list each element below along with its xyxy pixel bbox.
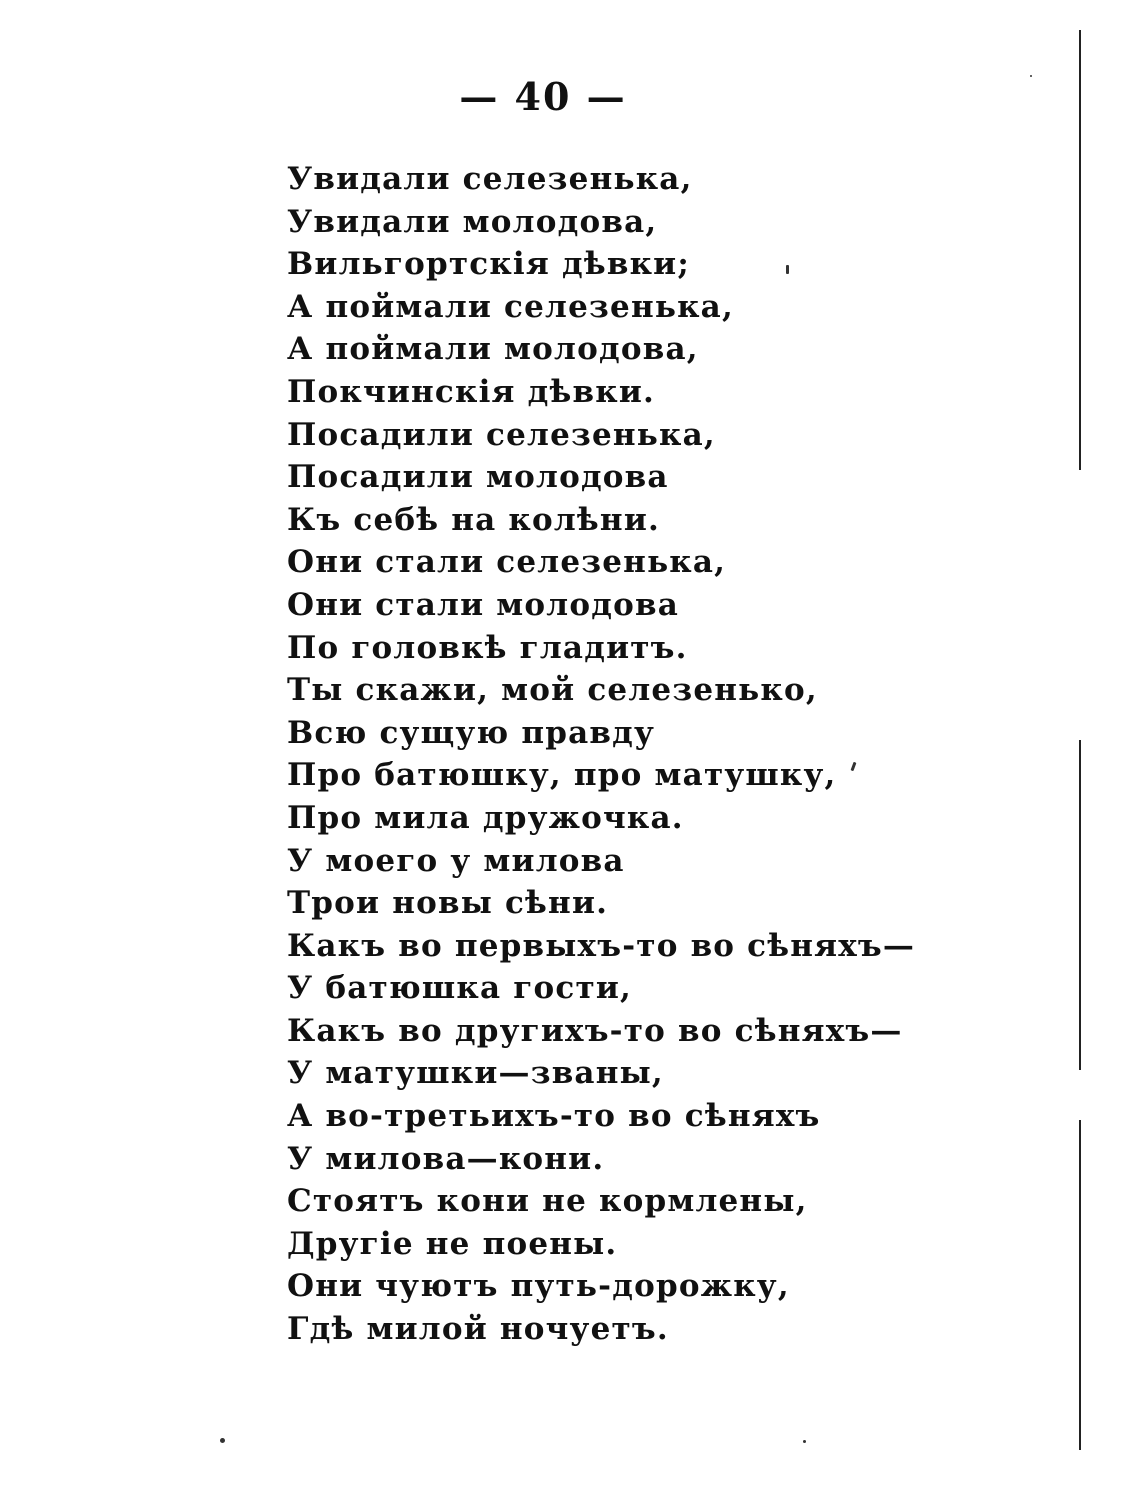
- poem-line: Посадили селезенька,: [287, 416, 716, 453]
- poem-text: [287, 158, 915, 1351]
- poem-line: У батюшка гости,: [287, 970, 633, 1007]
- scan-speck: [803, 1440, 806, 1443]
- poem-line: У милова—кони.: [287, 1140, 605, 1177]
- poem-line: Какъ во другихъ-то во сѣняхъ—: [287, 1012, 903, 1049]
- poem-line: Вильгортскія дѣвки;: [287, 246, 691, 283]
- poem-line: У моего у милова: [287, 842, 625, 879]
- poem-line: Покчинскія дѣвки.: [287, 373, 656, 410]
- poem-line: Какъ во первыхъ-то во сѣняхъ—: [287, 927, 916, 964]
- scan-speck: [220, 1438, 225, 1443]
- poem-line: У матушки—званы,: [287, 1055, 664, 1092]
- poem-line: А поймали селезенька,: [287, 288, 734, 325]
- poem-line: Они стали селезенька,: [287, 544, 727, 581]
- scan-edge-line: [1079, 740, 1081, 1070]
- poem-line: Къ себѣ на колѣни.: [287, 501, 660, 538]
- poem-line: Другіе не поены.: [287, 1225, 618, 1262]
- poem-line: А во-третьихъ-то во сѣняхъ: [287, 1098, 821, 1135]
- poem-line: Они чуютъ путь-дорожку,: [287, 1268, 790, 1305]
- poem-line: А поймали молодова,: [287, 331, 699, 368]
- scan-edge-line: [1079, 1120, 1081, 1450]
- page-number: — 40 —: [459, 74, 627, 119]
- poem-line: Гдѣ милой ночуетъ.: [287, 1311, 669, 1348]
- poem-line: Всю сущую правду: [287, 714, 656, 751]
- poem-line: Трои новы сѣни.: [287, 885, 609, 922]
- poem-line: Увидали селезенька,: [287, 161, 693, 197]
- poem-line: Они стали молодова: [287, 586, 679, 623]
- poem-line: Ты скажи, мой селезенько,: [287, 672, 818, 709]
- poem-line: Про мила дружочка.: [287, 799, 684, 836]
- poem-line: Посадили молодова: [287, 459, 669, 496]
- poem-line: Про батюшку, про матушку,: [287, 757, 837, 794]
- poem-line: По головкѣ гладитъ.: [287, 629, 688, 666]
- poem-line: Стоятъ кони не кормлены,: [287, 1183, 808, 1220]
- poem-line: Увидали молодова,: [287, 203, 658, 240]
